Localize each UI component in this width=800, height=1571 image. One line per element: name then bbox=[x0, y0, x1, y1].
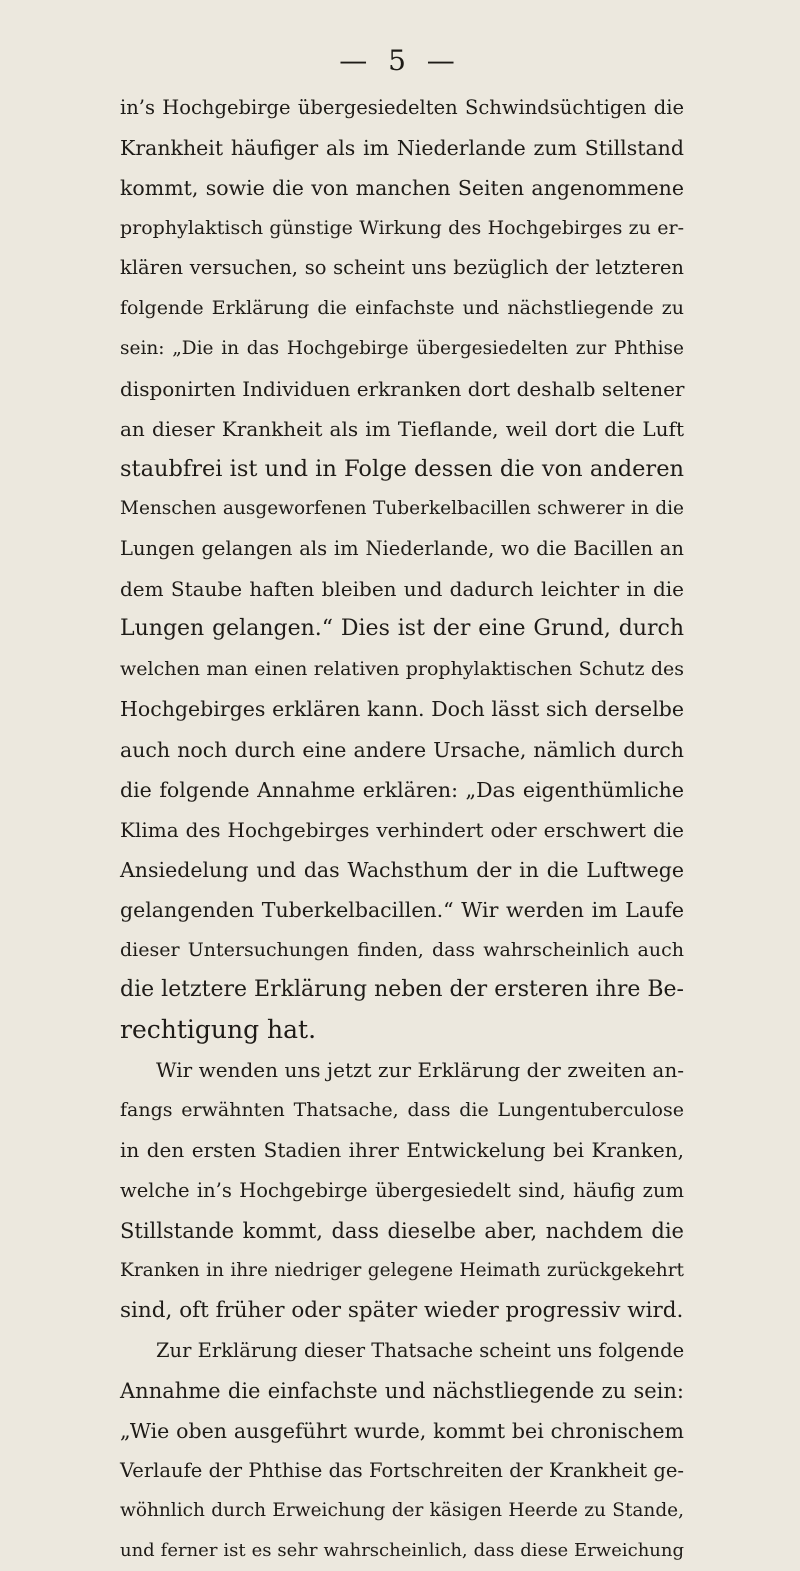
text-line: kommt, sowie die von manchen Seiten angenommene bbox=[120, 176, 684, 201]
text-line: staubfrei ist und in Folge dessen die von anderen bbox=[120, 455, 684, 482]
text-line: an dieser Krankheit als im Tieflande, weil dort die Luft bbox=[120, 416, 684, 441]
text-line: Ansiedelung und das Wachsthum der in die Luftwege bbox=[120, 857, 684, 882]
text-line: dem Staube haften bleiben und dadurch leichter in die bbox=[120, 577, 684, 602]
text-line: wöhnlich durch Erweichung der käsigen Heerde zu Stande, bbox=[120, 1500, 684, 1522]
text-line: Verlaufe der Phthise das Fortschreiten der Krankheit ge- bbox=[120, 1459, 684, 1483]
paragraph-start-line: Wir wenden uns jetzt zur Erklärung der zweiten an- bbox=[156, 1058, 684, 1083]
text-line: dieser Untersuchungen finden, dass wahrscheinlich auch bbox=[120, 938, 684, 961]
text-line: „Wie oben ausgeführt wurde, kommt bei chronischem bbox=[120, 1419, 684, 1444]
body-text bbox=[120, 88, 684, 1571]
text-line: gelangenden Tuberkelbacillen.“ Wir werden im Laufe bbox=[120, 897, 684, 922]
page-number: — 5 — bbox=[339, 44, 461, 77]
text-line: welche in’s Hochgebirge übergesiedelt sind, häufig zum bbox=[120, 1178, 684, 1202]
text-line: Menschen ausgeworfenen Tuberkelbacillen schwerer in die bbox=[120, 497, 684, 519]
text-line: disponirten Individuen erkranken dort deshalb seltener bbox=[120, 376, 685, 401]
text-line: Annahme die einfachste und nächstliegende zu sein: bbox=[120, 1379, 684, 1403]
text-line: Krankheit häufiger als im Niederlande zum Stillstand bbox=[120, 136, 684, 161]
text-line: die letztere Erklärung neben der ersteren ihre Be- bbox=[120, 977, 684, 1003]
text-line: rechtigung hat. bbox=[120, 1015, 317, 1045]
text-line: welchen man einen relativen prophylaktischen Schutz des bbox=[120, 658, 684, 681]
text-line: sein: „Die in das Hochgebirge übergesiedelten zur Phthise bbox=[120, 337, 684, 359]
text-line: sind, oft früher oder später wieder progressiv wird. bbox=[120, 1297, 684, 1323]
text-line: Klima des Hochgebirges verhindert oder erschwert die bbox=[120, 817, 684, 842]
text-line: die folgende Annahme erklären: „Das eigenthümliche bbox=[120, 777, 684, 802]
text-line: in den ersten Stadien ihrer Entwickelung bei Kranken, bbox=[120, 1138, 684, 1163]
text-line: prophylaktisch günstige Wirkung des Hochgebirges zu er- bbox=[120, 217, 684, 240]
text-line: Lungen gelangen.“ Dies ist der eine Grund, durch bbox=[120, 616, 684, 642]
text-line: Stillstande kommt, dass dieselbe aber, nachdem die bbox=[120, 1218, 684, 1243]
text-line: Lungen gelangen als im Niederlande, wo die Bacillen an bbox=[120, 537, 684, 561]
text-line: fangs erwähnten Thatsache, dass die Lungentuberculose bbox=[120, 1099, 684, 1122]
text-line: Hochgebirges erklären kann. Doch lässt sich derselbe bbox=[120, 697, 684, 722]
text-line: und ferner ist es sehr wahrscheinlich, dass diese Erweichung bbox=[120, 1540, 684, 1562]
paragraph-start-line: Zur Erklärung dieser Thatsache scheint uns folgende bbox=[156, 1338, 685, 1362]
text-line: klären versuchen, so scheint uns bezüglich der letzteren bbox=[120, 256, 684, 280]
text-line: auch noch durch eine andere Ursache, nämlich durch bbox=[120, 737, 684, 762]
text-line: folgende Erklärung die einfachste und nächstliegende zu bbox=[120, 297, 684, 320]
text-line: in’s Hochgebirge übergesiedelten Schwindsüchtigen die bbox=[120, 96, 684, 119]
text-line: Kranken in ihre niedriger gelegene Heimath zurückgekehrt bbox=[120, 1259, 684, 1281]
